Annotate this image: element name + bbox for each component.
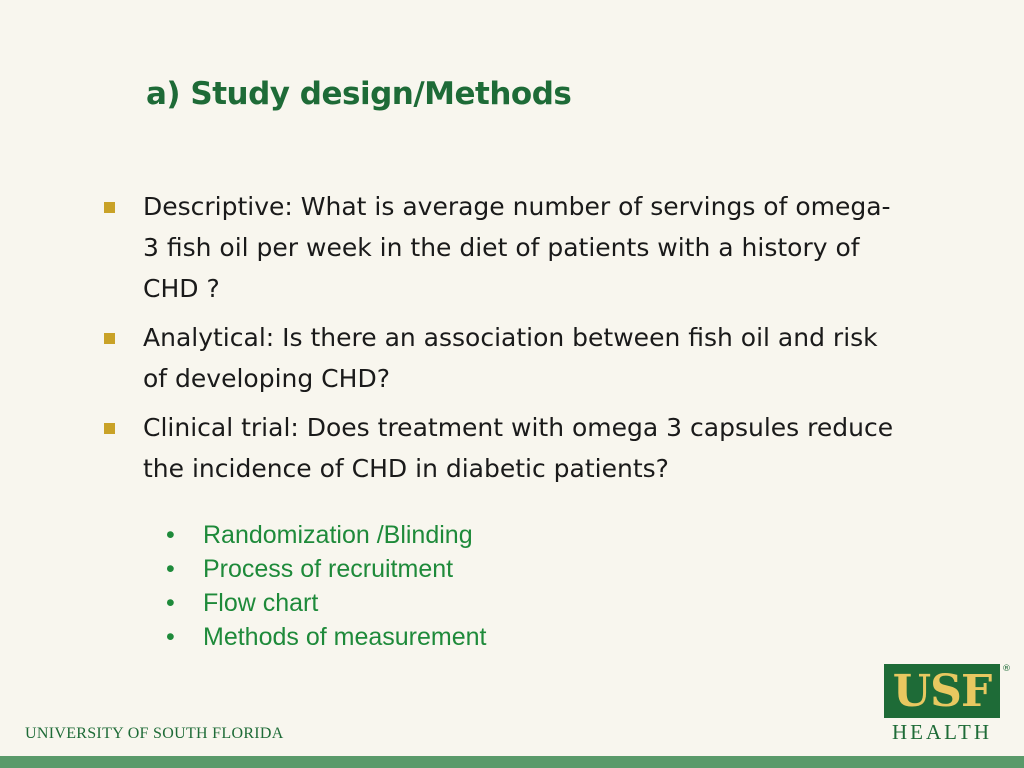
bullet-item-clinical-trial xyxy=(100,407,900,489)
bullet-text: Descriptive: What is average number of servings of omega-3 fish oil per week in the diet of patients with a history of CHD ? xyxy=(143,192,891,303)
bullet-text: Clinical trial: Does treatment with omega 3 capsules reduce the incidence of CHD in diabetic patients? xyxy=(143,413,894,483)
bullet-text: Analytical: Is there an association between fish oil and risk of developing CHD? xyxy=(143,323,878,393)
dot-bullet-icon: • xyxy=(166,589,175,617)
sub-bullet-randomization xyxy=(166,518,486,552)
bullet-item-descriptive xyxy=(100,186,900,309)
main-bullet-list xyxy=(100,186,900,497)
bottom-accent-bar xyxy=(0,756,1024,768)
sub-bullet-text: Randomization /Blinding xyxy=(203,521,473,549)
sub-bullet-measurement xyxy=(166,620,486,654)
registered-mark: ® xyxy=(1002,664,1011,674)
slide-title: a) Study design/Methods xyxy=(146,76,572,112)
sub-bullet-list xyxy=(166,518,486,654)
logo-usf-wordmark: USF xyxy=(884,664,1000,718)
sub-bullet-flow-chart xyxy=(166,586,486,620)
dot-bullet-icon: • xyxy=(166,521,175,549)
bullet-item-analytical xyxy=(100,317,900,399)
square-bullet-icon xyxy=(104,423,115,434)
dot-bullet-icon: • xyxy=(166,623,175,651)
logo-health-wordmark: HEALTH xyxy=(891,720,993,744)
usf-health-logo xyxy=(884,664,1011,744)
institution-footer: UNIVERSITY OF SOUTH FLORIDA xyxy=(25,725,284,742)
dot-bullet-icon: • xyxy=(166,555,175,583)
sub-bullet-recruitment xyxy=(166,552,486,586)
sub-bullet-text: Flow chart xyxy=(203,589,319,617)
square-bullet-icon xyxy=(104,202,115,213)
square-bullet-icon xyxy=(104,333,115,344)
sub-bullet-text: Process of recruitment xyxy=(203,555,454,583)
sub-bullet-text: Methods of measurement xyxy=(203,623,487,651)
